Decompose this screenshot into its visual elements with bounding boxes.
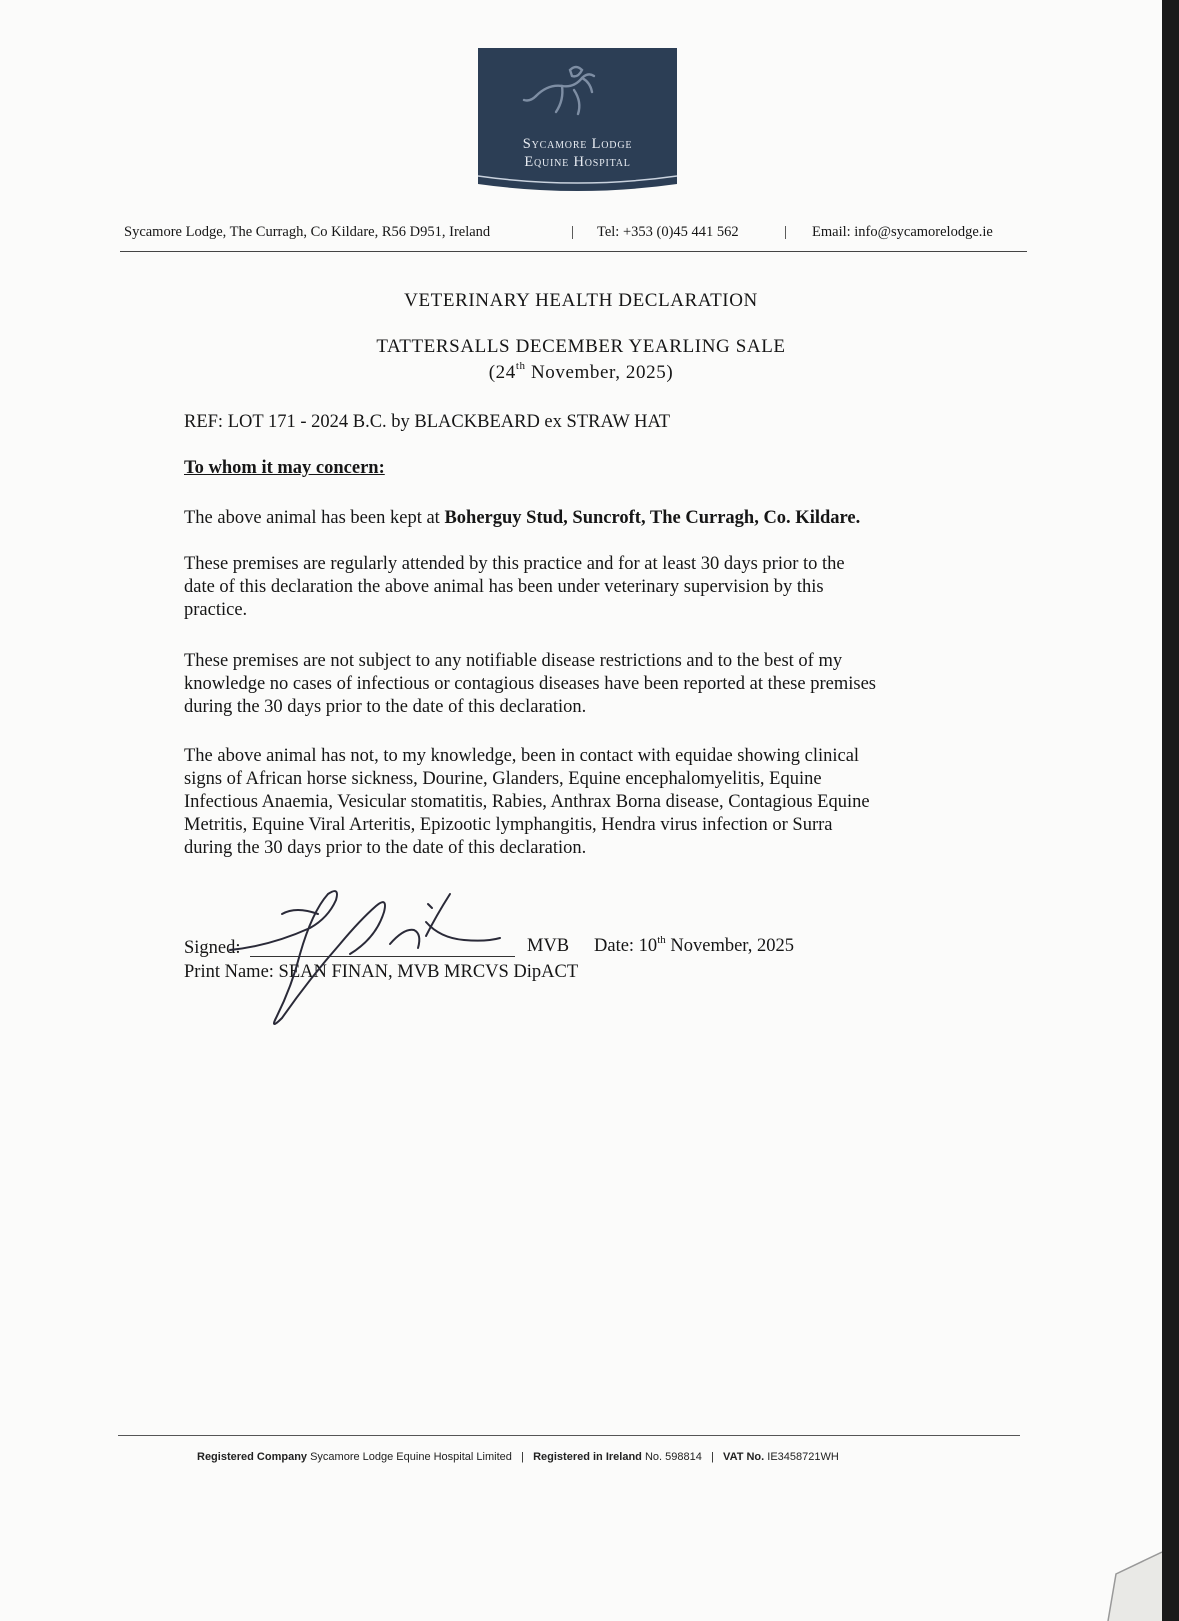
telephone: Tel: +353 (0)45 441 562 — [597, 224, 739, 240]
email: Email: info@sycamorelodge.ie — [812, 224, 993, 240]
separator: | — [784, 224, 787, 240]
page-curl — [1100, 1540, 1162, 1621]
sale-name: TATTERSALLS DECEMBER YEARLING SALE — [376, 336, 786, 357]
signed-label: Signed: — [184, 938, 241, 958]
paragraph-contact: The above animal has not, to my knowledge, been in contact with equidae showing clinical signs of African horse sickness, Dourine, Glanders, Equine encephalomyelitis, Equine Infectious Anaemia, Vesicular stomatitis, Rabies, Anthrax Borna disease, Contagious Equine Metritis, Equine Viral Arteritis, Epizootic lymphangitis, Hendra virus infection or Surra during the 30 days prior to the date of this declaration. — [184, 746, 870, 858]
logo-line-2: Equine Hospital — [524, 154, 631, 170]
paragraph-restrictions: These premises are not subject to any notifiable disease restrictions and to the best of my knowledge no cases of infectious or contagious diseases have been reported at these premises during the 30 days prior to the date of this declaration. — [184, 651, 876, 717]
salutation: To whom it may concern: — [184, 458, 385, 478]
signature-qualification: MVB — [527, 936, 570, 956]
handwritten-signature — [200, 858, 520, 1028]
footer-divider — [118, 1435, 1020, 1436]
address: Sycamore Lodge, The Curragh, Co Kildare, R56 D951, Ireland — [124, 224, 491, 240]
sale-date: (24th November, 2025) — [488, 360, 674, 383]
logo-line-1: Sycamore Lodge — [522, 136, 633, 152]
premises-location: Boherguy Stud, Suncroft, The Curragh, Co. Kildare. — [444, 508, 861, 528]
document-title: VETERINARY HEALTH DECLARATION — [404, 290, 758, 311]
paragraph-supervision: These premises are regularly attended by this practice and for at least 30 days prior to the date of this declaration the above animal has been under veterinary supervision by this practice. — [184, 554, 845, 620]
signature-date: Date: 10th November, 2025 — [594, 934, 794, 956]
footer-registration: Registered Company Sycamore Lodge Equine Hospital Limited | Registered in Ireland No. 598814 | VAT No. IE3458721WH — [197, 1451, 839, 1463]
horse-rider-icon — [478, 48, 677, 196]
print-name: Print Name: SEAN FINAN, MVB MRCVS DipACT — [184, 962, 579, 982]
header-divider — [120, 251, 1027, 252]
kept-statement: The above animal has been kept at Boherguy Stud, Suncroft, The Curragh, Co. Kildare. — [184, 508, 861, 528]
logo — [478, 48, 677, 196]
reference: REF: LOT 171 - 2024 B.C. by BLACKBEARD ex STRAW HAT — [184, 412, 671, 432]
separator: | — [571, 224, 574, 240]
